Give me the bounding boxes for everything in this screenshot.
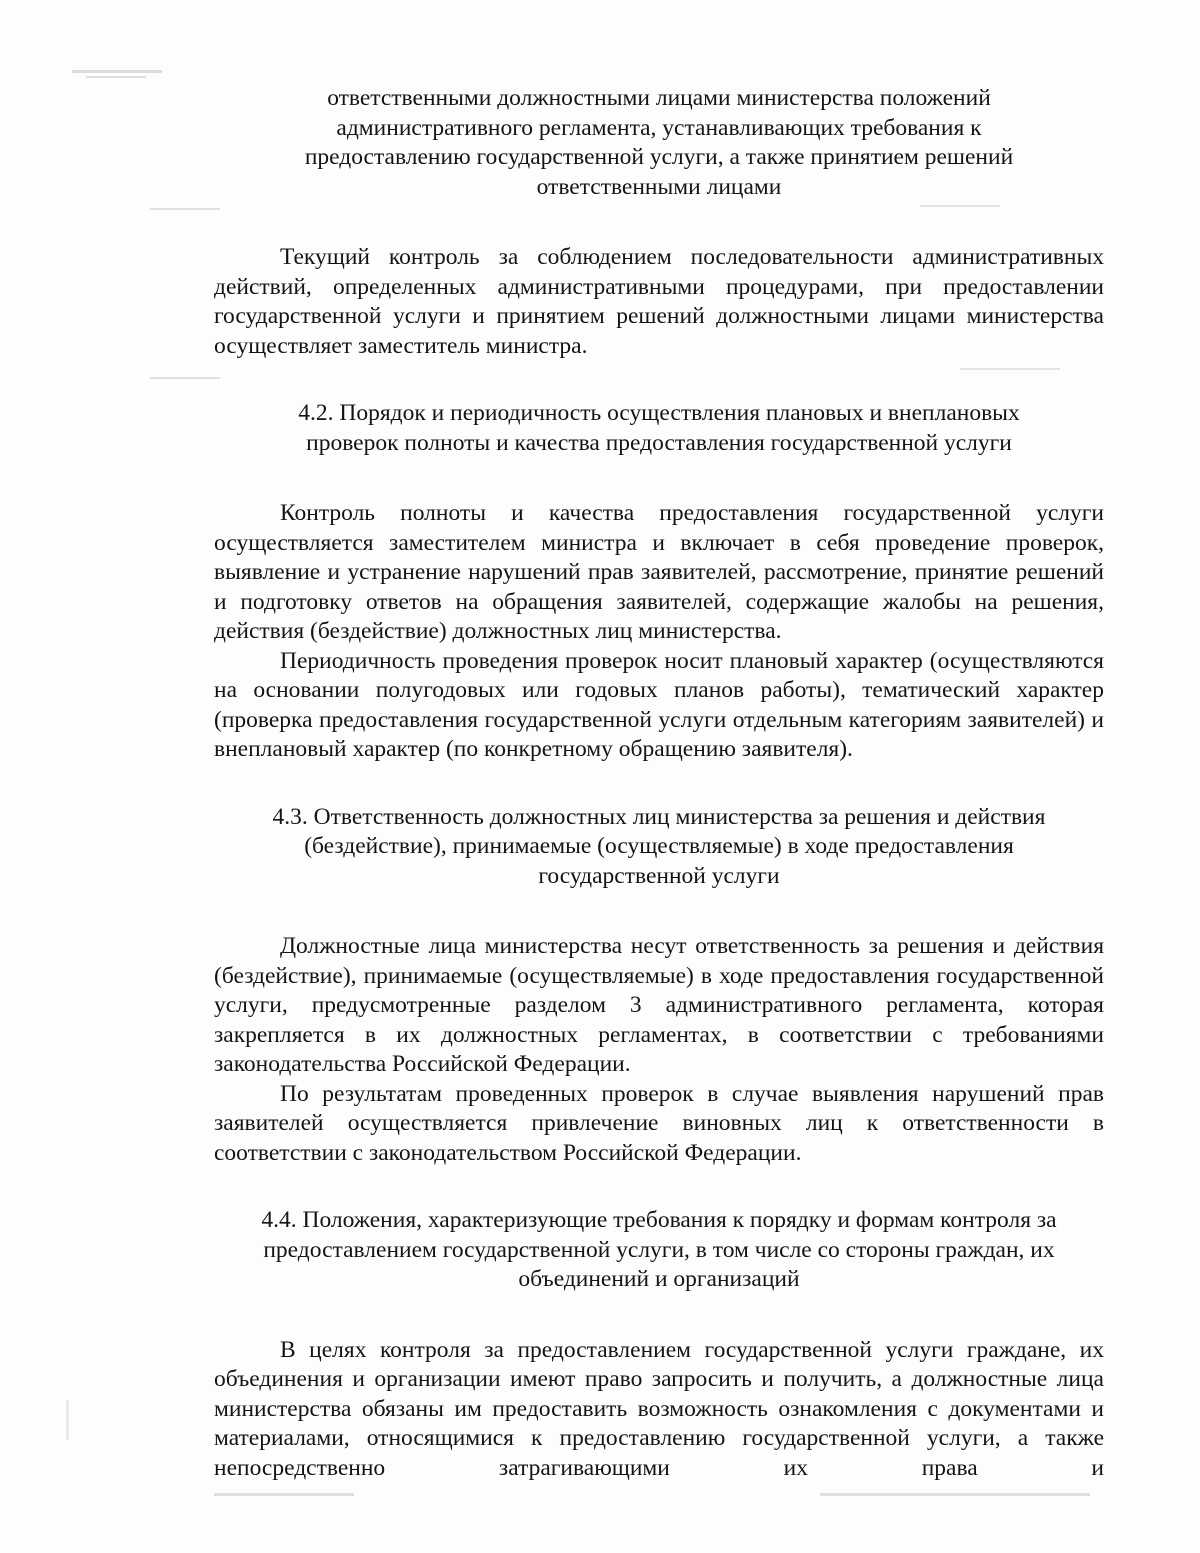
- heading-line: ответственными должностными лицами министерства положений: [327, 85, 991, 111]
- scan-artifact: [72, 70, 162, 73]
- paragraph-4-2-control-scope: Контроль полноты и качества предоставления государственной услуги осуществляется заместителем министра и включает в себя проведение проверок, выявление и устранение нарушений прав заявителей, рассмотрение, принятие решений и подготовку ответов на обращения заявителей, содержащие жалобы на решения, действия (бездействие) должностных лиц министерства.: [214, 500, 1104, 644]
- scan-artifact: [214, 1493, 354, 1496]
- heading-line: объединений и организаций: [518, 1266, 800, 1292]
- heading-line: 4.2. Порядок и периодичность осуществления плановых и внеплановых: [298, 400, 1020, 426]
- scan-artifact: [150, 208, 220, 210]
- heading-line: административного регламента, устанавливающих требования к: [336, 114, 982, 141]
- heading-line: проверок полноты и качества предоставления государственной услуги: [306, 429, 1012, 456]
- document-body: [214, 84, 1104, 1483]
- section-heading-4-2: [214, 399, 1104, 458]
- heading-line: предоставлением государственной услуги, в том числе со стороны граждан, их: [263, 1236, 1055, 1263]
- heading-line: 4.4. Положения, характеризующие требования к порядку и формам контроля за: [261, 1207, 1057, 1233]
- heading-line: ответственными лицами: [536, 173, 782, 200]
- paragraph-4-3-inspection-results: По результатам проведенных проверок в случае выявления нарушений прав заявителей осуществляется привлечение виновных лиц к ответственности в соответствии с законодательством Российской Федерации.: [214, 1080, 1104, 1166]
- scan-artifact: [820, 1493, 1090, 1496]
- section-heading-4-1-continuation: [214, 84, 1104, 202]
- paragraph-4-3-responsibility: Должностные лица министерства несут ответственность за решения и действия (бездействие), принимаемые (осуществляемые) в ходе предоставления государственной услуги, предусмотренные разделом 3 административного регламента, которая закрепляется в их должностных регламентах, в соответствии с требованиями законодательства Российской Федерации.: [214, 933, 1104, 1077]
- paragraph-4-2-periodicity: Периодичность проведения проверок носит плановый характер (осуществляются на основании полугодовых или годовых планов работы), тематический характер (проверка предоставления государственной услуги отдельным категориям заявителей) и внеплановый характер (по конкретному обращению заявителя).: [214, 647, 1104, 762]
- scan-artifact: [86, 76, 146, 78]
- paragraph-4-4-citizen-control: В целях контроля за предоставлением государственной услуги граждане, их объединения и организации имеют право запросить и получить, а должностные лица министерства обязаны им предоставить возможность ознакомления с документами и материалами, относящимися к предоставлению государственной услуги, а также непосредственно затрагивающими их права и: [214, 1336, 1104, 1481]
- heading-line: (бездействие), принимаемые (осуществляемые) в ходе предоставления: [304, 833, 1014, 859]
- heading-line: предоставлению государственной услуги, а также принятием решений: [304, 144, 1014, 170]
- section-heading-4-4: [214, 1206, 1104, 1295]
- paragraph-current-control: Текущий контроль за соблюдением последовательности административных действий, определенных административными процедурами, при предоставлении государственной услуги и принятием решений должностными лицами министерства осуществляет заместитель министра.: [214, 244, 1104, 359]
- heading-line: 4.3. Ответственность должностных лиц министерства за решения и действия: [272, 803, 1046, 830]
- scan-artifact: [66, 1400, 69, 1440]
- section-heading-4-3: [214, 803, 1104, 892]
- scan-artifact: [150, 377, 220, 379]
- heading-line: государственной услуги: [538, 862, 780, 889]
